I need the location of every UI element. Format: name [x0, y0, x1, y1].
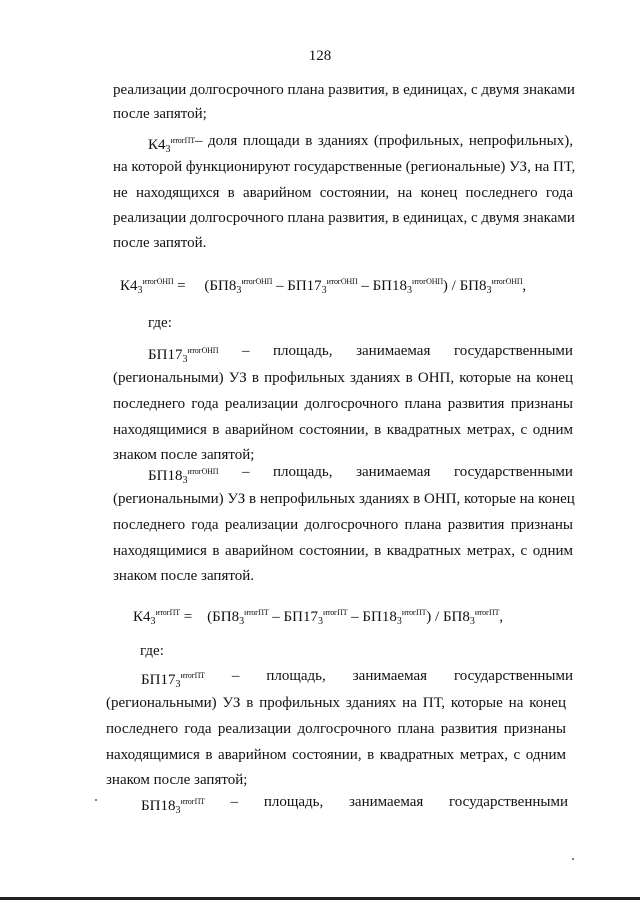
paragraph-line: (региональными) УЗ в непрофильных зданиях в ОНП, которые на конец [113, 491, 575, 507]
term: $БП17_3^{итогПТ}$ [141, 671, 205, 690]
paragraph-line: реализации долгосрочного плана развития, в единицах, с двумя знаками [113, 210, 575, 226]
paragraph-line: после запятой. [113, 235, 207, 251]
paragraph-line: последнего года реализации долгосрочного плана развития признаны [106, 721, 566, 737]
paragraph-line: знаком после запятой; [113, 447, 255, 463]
paragraph-line: последнего года реализации долгосрочного плана развития признаны [113, 517, 573, 533]
def-bp18-onp-head: $БП18_3^{итогОНП}$ – площадь, занимаемая государственными [113, 462, 573, 491]
term: $БП17_3^{итогОНП}$ [148, 346, 219, 365]
paragraph-line: последнего года реализации долгосрочного плана развития признаны [113, 396, 573, 412]
page-number: 128 [308, 48, 332, 64]
paragraph-line: находящимися в аварийном состоянии, в квадратных метрах, с одним [113, 543, 573, 559]
scan-speck [95, 799, 97, 801]
paragraph-line: не находящихся в аварийном состоянии, на конец последнего года [113, 185, 573, 201]
where-label: где: [140, 643, 164, 659]
term: $БП18_3^{итогПТ}$ [141, 797, 205, 816]
paragraph-line: (региональными) УЗ в профильных зданиях на ПТ, которые на конец [106, 695, 566, 711]
term: $БП18_3^{итогОНП}$ [148, 467, 219, 486]
paragraph-line: реализации долгосрочного плана развития, в единицах, с двумя знаками [113, 82, 575, 98]
formula-k4-onp: $К4_3^{итогОНП}$ = $(БП8_3^{итогОНП} - БП17_3^{итогОНП} - БП18_3^{итогОНП}) / БП8_3^{итогОНП}$, [120, 277, 527, 296]
def-bp17-pt-head: $БП17_3^{итогПТ}$ – площадь, занимаемая государственными [113, 666, 573, 695]
def-bp17-onp-head: $БП17_3^{итогОНП}$ – площадь, занимаемая государственными [113, 341, 573, 370]
def-bp18-pt-head: $БП18_3^{итогПТ}$ – площадь, занимаемая государственными [113, 792, 568, 821]
paragraph-line: после запятой; [113, 106, 207, 122]
formula-k4-pt: $К4_3^{итогПТ}$ = $(БП8_3^{итогПТ} - БП17_3^{итогПТ} - БП18_3^{итогПТ}) / БП8_3^{итогПТ}$, [133, 608, 504, 627]
paragraph-line: (региональными) УЗ в профильных зданиях в ОНП, которые на конец [113, 370, 573, 386]
where-label: где: [148, 315, 172, 331]
scan-edge-rule [0, 897, 640, 900]
k4-pt-definition-head [148, 131, 573, 160]
scan-speck [572, 858, 574, 860]
paragraph-line: находящимися в аварийном состоянии, в квадратных метрах, с одним [106, 747, 566, 763]
paragraph-line: знаком после запятой. [113, 568, 254, 584]
term: $К4_3^{итогПТ}$ [148, 136, 195, 155]
paragraph-line: находящимися в аварийном состоянии, в квадратных метрах, с одним [113, 422, 573, 438]
paragraph-line: знаком после запятой; [106, 772, 248, 788]
paragraph-line: – доля площади в зданиях (профильных, непрофильных), [194, 133, 573, 149]
paragraph-line: на которой функционируют государственные (региональные) УЗ, на ПТ, [113, 159, 576, 175]
